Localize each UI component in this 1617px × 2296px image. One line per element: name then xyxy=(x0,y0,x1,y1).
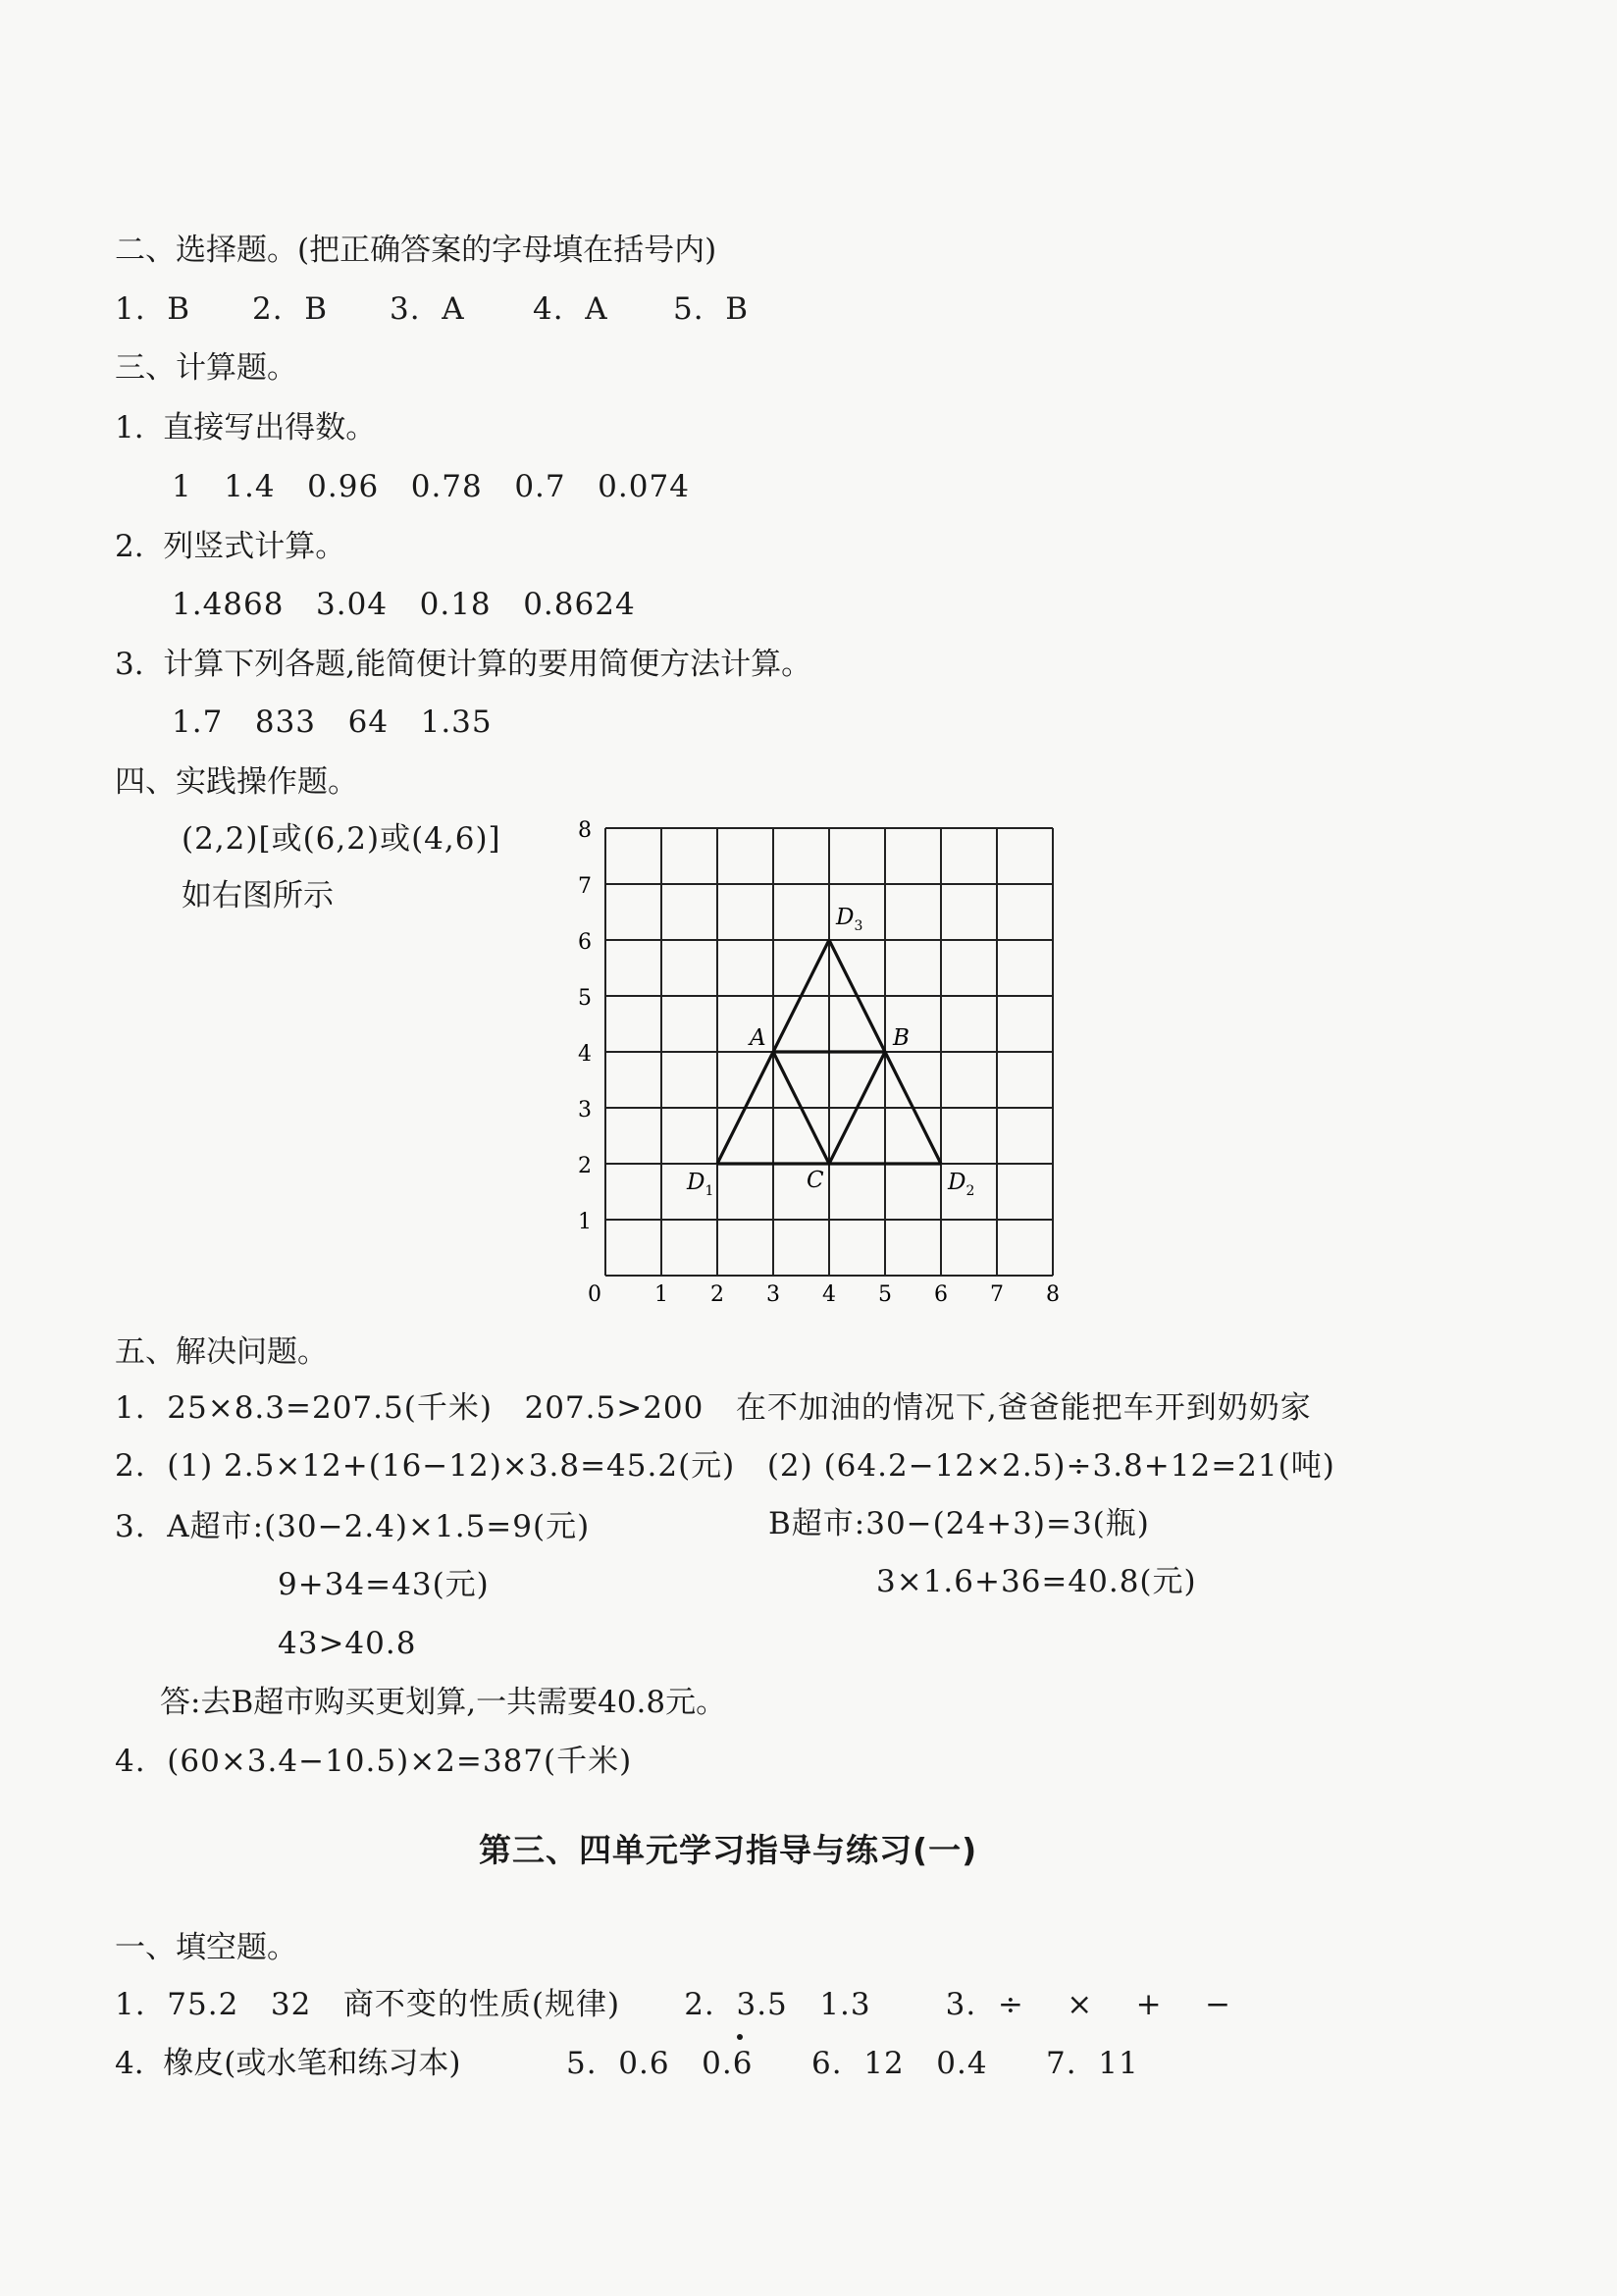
point-label-d2-sub: 2 xyxy=(965,1183,975,1199)
x-tick-8: 8 xyxy=(1046,1282,1060,1305)
point-label-d1-letter: D xyxy=(687,1170,705,1195)
y-tick-5: 5 xyxy=(578,986,592,1011)
choice-answer-4: 4. A xyxy=(533,291,608,327)
calc-q2-title: 2. 列竖式计算。 xyxy=(115,529,346,564)
point-label-d2-letter: D xyxy=(948,1170,966,1195)
x-tick-1: 1 xyxy=(654,1282,668,1305)
calc-q1-answers: 1 1.4 0.96 0.78 0.7 0.074 xyxy=(172,469,690,504)
problem-3-conclusion: 答:去B超市购买更划算,一共需要40.8元。 xyxy=(160,1685,727,1720)
point-label-d1-sub: 1 xyxy=(704,1183,714,1199)
fill-in-heading: 一、填空题。 xyxy=(115,1930,297,1965)
problem-1-answer: 1. 25×8.3=207.5(千米) 207.5>200 在不加油的情况下,爸爸能把车开到奶奶家 xyxy=(115,1390,1312,1426)
y-tick-3: 3 xyxy=(578,1098,592,1122)
point-label-b: B xyxy=(893,1025,910,1051)
repeating-decimal-dot xyxy=(737,2034,743,2040)
fill-in-line-2-q5: 5. 0.6 0.6 xyxy=(566,2046,754,2081)
y-tick-2: 2 xyxy=(578,1154,592,1178)
point-label-d1 xyxy=(686,1170,713,1199)
x-tick-4: 4 xyxy=(822,1282,836,1305)
x-tick-0: 0 xyxy=(588,1282,601,1305)
x-tick-7: 7 xyxy=(990,1282,1004,1305)
section-3-heading: 三、计算题。 xyxy=(115,350,297,386)
x-tick-5: 5 xyxy=(878,1282,892,1305)
point-label-d3-letter: D xyxy=(836,905,855,930)
point-label-d3 xyxy=(835,905,862,934)
see-figure-note: 如右图所示 xyxy=(182,878,334,913)
point-label-c: C xyxy=(807,1168,824,1193)
calc-q1-title: 1. 直接写出得数。 xyxy=(115,410,377,445)
y-tick-6: 6 xyxy=(578,930,592,955)
y-tick-7: 7 xyxy=(578,874,592,899)
fill-in-line-1: 1. 75.2 32 商不变的性质(规律) 2. 3.5 1.3 3. ÷ × + − xyxy=(115,1987,1232,2022)
problem-2-answer: 2. (1) 2.5×12+(16−12)×3.8=45.2(元) (2) (64.2−12×2.5)÷3.8+12=21(吨) xyxy=(115,1448,1335,1484)
x-axis-ticks xyxy=(588,1282,1060,1305)
section-4-heading: 四、实践操作题。 xyxy=(115,764,358,800)
x-tick-3: 3 xyxy=(766,1282,780,1305)
point-label-d2 xyxy=(947,1170,974,1199)
calc-q2-answers: 1.4868 3.04 0.18 0.8624 xyxy=(172,587,636,622)
fill-in-line-2-q4: 4. 橡皮(或水笔和练习本) xyxy=(115,2046,461,2081)
fill-in-line-2-q7: 7. 11 xyxy=(1046,2046,1139,2081)
problem-3-comparison: 43>40.8 xyxy=(278,1626,417,1661)
calc-q3-answers: 1.7 833 64 1.35 xyxy=(172,704,493,740)
choice-answer-5: 5. B xyxy=(673,291,750,327)
coordinate-answer: (2,2)[或(6,2)或(4,6)] xyxy=(182,821,501,857)
point-label-d3-sub: 3 xyxy=(854,918,863,934)
problem-4-answer: 4. (60×3.4−10.5)×2=387(千米) xyxy=(115,1744,633,1779)
y-tick-1: 1 xyxy=(578,1210,592,1234)
section-5-heading: 五、解决问题。 xyxy=(115,1334,328,1370)
coordinate-grid-figure xyxy=(559,814,1109,1305)
problem-3-supermarket-a-line1: 3. A超市:(30−2.4)×1.5=9(元) xyxy=(115,1509,591,1544)
y-axis-ticks xyxy=(578,818,592,1234)
x-tick-6: 6 xyxy=(934,1282,948,1305)
choice-answer-2: 2. B xyxy=(252,291,329,327)
calc-q3-title: 3. 计算下列各题,能简便计算的要用简便方法计算。 xyxy=(115,647,812,682)
unit-title: 第三、四单元学习指导与练习(一) xyxy=(479,1831,978,1869)
problem-3-supermarket-b-line1: B超市:30−(24+3)=3(瓶) xyxy=(768,1506,1150,1541)
fill-in-line-2-q6: 6. 12 0.4 xyxy=(811,2046,988,2081)
y-tick-4: 4 xyxy=(578,1042,592,1067)
choice-answer-1: 1. B xyxy=(115,291,191,327)
y-tick-8: 8 xyxy=(578,818,592,843)
problem-3-supermarket-a-line2: 9+34=43(元) xyxy=(278,1567,490,1602)
point-label-a: A xyxy=(750,1025,766,1051)
choice-answer-3: 3. A xyxy=(390,291,465,327)
x-tick-2: 2 xyxy=(710,1282,724,1305)
section-2-heading: 二、选择题。(把正确答案的字母填在括号内) xyxy=(115,233,717,268)
problem-3-supermarket-b-line2: 3×1.6+36=40.8(元) xyxy=(876,1564,1197,1599)
